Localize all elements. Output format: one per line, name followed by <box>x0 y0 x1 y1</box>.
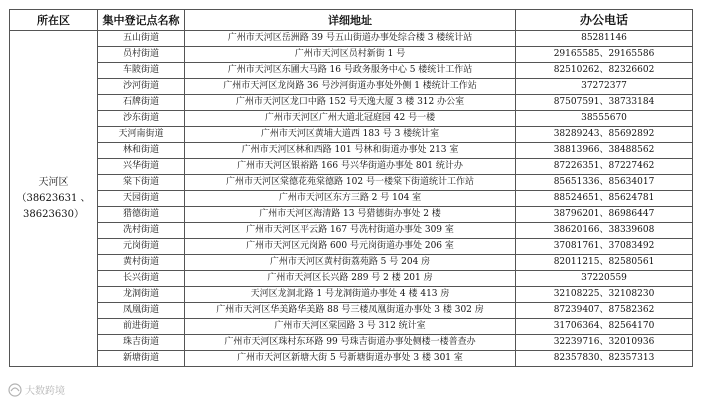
table-row <box>10 191 693 207</box>
point-cell: 元岗街道 <box>98 239 185 255</box>
address-cell: 广州市天河区长兴路 289 号 2 楼 201 房 <box>185 271 516 287</box>
address-cell: 广州市天河区黄村街荔苑路 5 号 204 房 <box>185 255 516 271</box>
point-cell: 新塘街道 <box>98 351 185 367</box>
point-cell: 天园街道 <box>98 191 185 207</box>
address-cell: 广州市天河区员村新街 1 号 <box>185 47 516 63</box>
watermark-logo-icon <box>8 383 22 397</box>
watermark <box>8 382 65 397</box>
table-row <box>10 223 693 239</box>
point-cell: 石牌街道 <box>98 95 185 111</box>
phone-cell: 37081761、37083492 <box>516 239 693 255</box>
table-row <box>10 271 693 287</box>
address-cell: 广州市天河区龙口中路 152 号天逸大厦 3 楼 312 办公室 <box>185 95 516 111</box>
table-row <box>10 143 693 159</box>
phone-cell: 38796201、86986447 <box>516 207 693 223</box>
table-row <box>10 255 693 271</box>
district-cell <box>10 31 98 367</box>
phone-cell: 87239407、87582362 <box>516 303 693 319</box>
table-row <box>10 319 693 335</box>
address-cell: 广州市天河区林和西路 101 号林和街道办事处 213 室 <box>185 143 516 159</box>
phone-cell: 38555670 <box>516 111 693 127</box>
registration-table <box>9 9 693 367</box>
address-cell: 广州市天河区棠德花苑棠德路 102 号一楼棠下街道统计工作站 <box>185 175 516 191</box>
table-row <box>10 287 693 303</box>
phone-cell: 82011215、82580561 <box>516 255 693 271</box>
table-row <box>10 303 693 319</box>
address-cell: 广州市天河区广州大道北冠庭园 42 号一楼 <box>185 111 516 127</box>
table-header-row <box>10 10 693 31</box>
table-body <box>10 31 693 367</box>
phone-cell: 38289243、85692892 <box>516 127 693 143</box>
phone-cell: 82357830、82357313 <box>516 351 693 367</box>
address-cell: 广州市天河区平云路 167 号冼村街道办事处 309 室 <box>185 223 516 239</box>
point-cell: 棠下街道 <box>98 175 185 191</box>
point-cell: 猎德街道 <box>98 207 185 223</box>
point-cell: 凤凰街道 <box>98 303 185 319</box>
phone-cell: 32108225、32108230 <box>516 287 693 303</box>
table-row <box>10 111 693 127</box>
address-cell: 天河区龙洞北路 1 号龙洞街道办事处 4 楼 413 房 <box>185 287 516 303</box>
phone-cell: 88524651、85624781 <box>516 191 693 207</box>
header-address: 详细地址 <box>185 10 516 31</box>
phone-cell: 31706364、82564170 <box>516 319 693 335</box>
watermark-text: 大数跨境 <box>25 386 65 397</box>
phone-cell: 87507591、38733184 <box>516 95 693 111</box>
point-cell: 五山街道 <box>98 31 185 47</box>
phone-cell: 38620166、38339608 <box>516 223 693 239</box>
phone-cell: 32239716、32010936 <box>516 335 693 351</box>
table-row <box>10 47 693 63</box>
table-row <box>10 95 693 111</box>
point-cell: 龙洞街道 <box>98 287 185 303</box>
table-row <box>10 31 693 47</box>
phone-cell: 29165585、29165586 <box>516 47 693 63</box>
header-phone: 办公电话 <box>516 10 693 31</box>
district-phones: （38623631 、38623630） <box>16 192 91 220</box>
table-row <box>10 207 693 223</box>
address-cell: 广州市天河区海清路 13 号猎德街办事处 2 楼 <box>185 207 516 223</box>
point-cell: 天河南街道 <box>98 127 185 143</box>
point-cell: 车陂街道 <box>98 63 185 79</box>
header-district: 所在区 <box>10 10 98 31</box>
phone-cell: 85651336、85634017 <box>516 175 693 191</box>
table-row <box>10 239 693 255</box>
table-row <box>10 127 693 143</box>
point-cell: 沙东街道 <box>98 111 185 127</box>
address-cell: 广州市天河区新塘大街 5 号新塘街道办事处 3 楼 301 室 <box>185 351 516 367</box>
address-cell: 广州市天河区东方三路 2 号 104 室 <box>185 191 516 207</box>
address-cell: 广州市天河区珠村东环路 99 号珠吉街道办事处侧楼一楼普查办 <box>185 335 516 351</box>
point-cell: 林和街道 <box>98 143 185 159</box>
phone-cell: 37272377 <box>516 79 693 95</box>
address-cell: 广州市天河区东圃大马路 16 号政务服务中心 5 楼统计工作站 <box>185 63 516 79</box>
point-cell: 珠吉街道 <box>98 335 185 351</box>
address-cell: 广州市天河区华美路华美路 88 号三楼凤凰街道办事处 3 楼 302 房 <box>185 303 516 319</box>
point-cell: 沙河街道 <box>98 79 185 95</box>
table-row <box>10 175 693 191</box>
point-cell: 前进街道 <box>98 319 185 335</box>
address-cell: 广州市天河区元岗路 600 号元岗街道办事处 206 室 <box>185 239 516 255</box>
phone-cell: 82510262、82326602 <box>516 63 693 79</box>
phone-cell: 38813966、38488562 <box>516 143 693 159</box>
address-cell: 广州市天河区黄埔大道西 183 号 3 楼统计室 <box>185 127 516 143</box>
district-name: 天河区 <box>38 176 69 188</box>
point-cell: 员村街道 <box>98 47 185 63</box>
address-cell: 广州市天河区棠园路 3 号 312 统计室 <box>185 319 516 335</box>
point-cell: 黄村街道 <box>98 255 185 271</box>
point-cell: 长兴街道 <box>98 271 185 287</box>
table-row <box>10 159 693 175</box>
table-row <box>10 335 693 351</box>
phone-cell: 85281146 <box>516 31 693 47</box>
table-row <box>10 79 693 95</box>
phone-cell: 87226351、87227462 <box>516 159 693 175</box>
point-cell: 兴华街道 <box>98 159 185 175</box>
point-cell: 冼村街道 <box>98 223 185 239</box>
phone-cell: 37220559 <box>516 271 693 287</box>
address-cell: 广州市天河区岳洲路 39 号五山街道办事处综合楼 3 楼统计站 <box>185 31 516 47</box>
table-row <box>10 351 693 367</box>
header-point: 集中登记点名称 <box>98 10 185 31</box>
table-row <box>10 63 693 79</box>
address-cell: 广州市天河区龙岗路 36 号沙河街道办事处外侧 1 楼统计工作站 <box>185 79 516 95</box>
address-cell: 广州市天河区银裕路 166 号兴华街道办事处 801 统计办 <box>185 159 516 175</box>
